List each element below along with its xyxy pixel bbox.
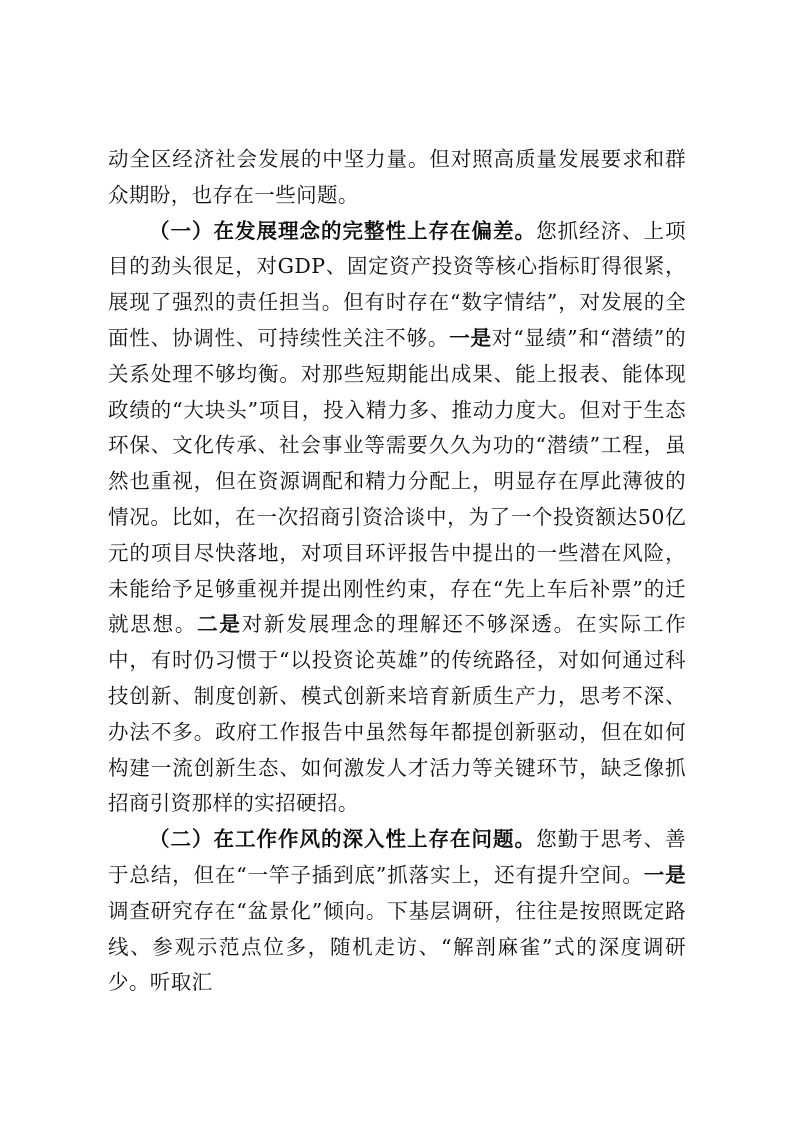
- section-one-heading: （一）在发展理念的完整性上存在偏差。: [149, 218, 537, 243]
- paragraph-text: 对“显绩”和“潜绩”的关系处理不够均衡。对那些短期能出成果、能上报表、能体现政绩的“大块头”项目，投入精力多、推动力度大。但对于生态环保、文化传承、社会事业等需要久久为功的“潜绩”工程，虽然也重视，但在资源调配和精力分配上，明显存在厚此薄彼的情况。比如，在一次招商引资洽谈中，为了一个投资额达50亿元的项目尽快落地，对项目环评报告中提出的一些潜在风险，未能给予足够重视并提出刚性约束，存在“先上车后补票”的迁就思想。: [108, 325, 686, 637]
- paragraph-text: 您抓经济、上项目的劲头很足，对GDP、固定资产投资等核心指标盯得很紧，展现了强烈的责任担当。但有时存在“数字情结”，对发展的全面性、协调性、可持续性关注不够。: [108, 218, 686, 350]
- paragraph-section-two: [108, 822, 686, 1001]
- paragraph-text: 调查研究存在“盆景化”倾向。下基层调研，往往是按照既定路线、参观示范点位多，随机走访、“解剖麻雀”式的深度调研少。听取汇: [108, 898, 686, 995]
- document-body: [108, 142, 686, 1001]
- paragraph-section-one: [108, 214, 686, 823]
- point-one-marker: 一是: [643, 862, 686, 887]
- paragraph-intro-continued: [108, 142, 686, 214]
- paragraph-text: 对新发展理念的理解还不够深透。在实际工作中，有时仍习惯于“以投资论英雄”的传统路径，对如何通过科技创新、制度创新、模式创新来培育新质生产力，思考不深、办法不多。政府工作报告中虽然每年都提创新驱动，但在如何构建一流创新生态、如何激发人才活力等关键环节，缺乏像抓招商引资那样的实招硬招。: [108, 612, 686, 816]
- point-one-marker: 一是: [449, 325, 492, 350]
- section-two-heading: （二）在工作作风的深入性上存在问题。: [149, 827, 537, 852]
- paragraph-text: 动全区经济社会发展的中坚力量。但对照高质量发展要求和群众期盼，也存在一些问题。: [108, 147, 686, 207]
- point-two-marker: 二是: [197, 612, 242, 637]
- paragraph-text: 您勤于思考、善于总结，但在“一竿子插到底”抓落实上，还有提升空间。: [108, 827, 686, 887]
